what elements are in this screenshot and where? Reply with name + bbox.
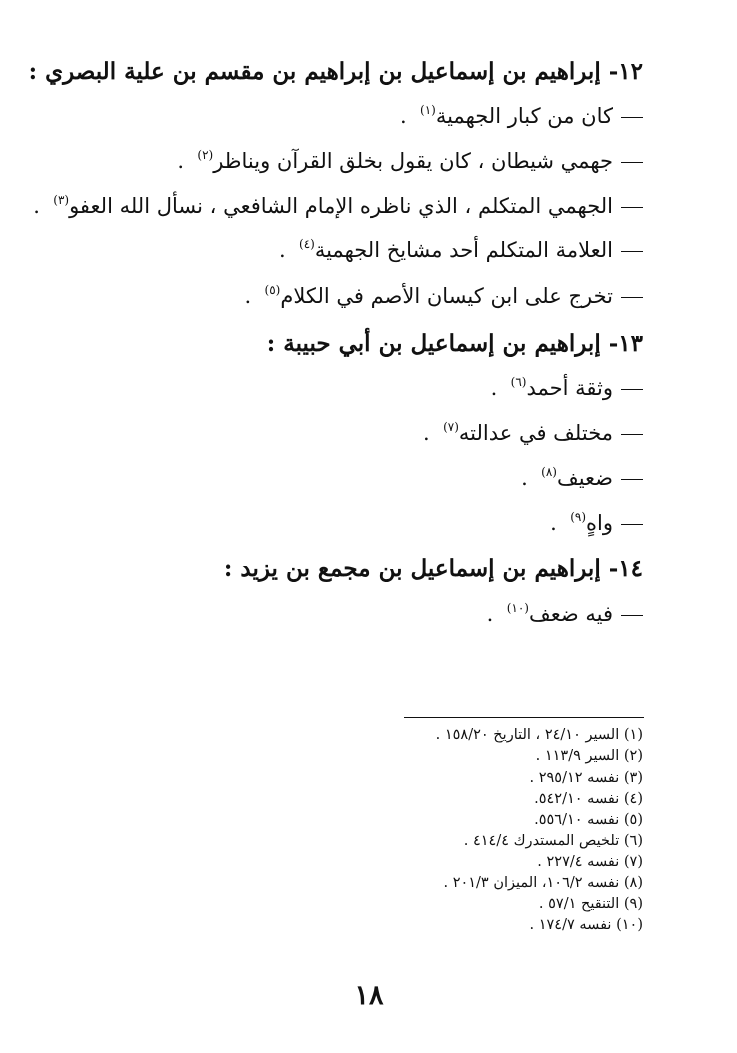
dash-marker bbox=[621, 162, 643, 163]
footnote-ref[interactable]: (٢) bbox=[197, 148, 214, 162]
footnote-4: (٤) نفسه ٥٤٢/١٠. bbox=[534, 791, 643, 807]
entry-heading-14: ١٤- إبراهيم بن إسماعيل بن مجمع بن يزيد : bbox=[223, 555, 643, 582]
item-text: العلامة المتكلم أحد مشايخ الجهمية bbox=[314, 238, 613, 262]
list-item bbox=[491, 376, 643, 399]
footnote-7: (٧) نفسه ٢٢٧/٤ . bbox=[537, 854, 643, 870]
list-item bbox=[400, 104, 643, 127]
dash-marker bbox=[621, 479, 643, 480]
footnote-ref[interactable]: (١٠) bbox=[506, 601, 529, 615]
item-text: فيه ضعف bbox=[528, 602, 613, 626]
dash-marker bbox=[621, 524, 643, 525]
item-text: واهٍ bbox=[586, 511, 613, 535]
footnote-ref[interactable]: (٦) bbox=[510, 375, 527, 389]
item-tail: . bbox=[550, 511, 557, 535]
footnote-ref[interactable]: (٥) bbox=[264, 283, 281, 297]
list-item bbox=[423, 421, 643, 444]
footnote-6: (٦) تلخيص المستدرك ٤١٤/٤ . bbox=[463, 833, 643, 849]
item-tail: . bbox=[278, 238, 286, 262]
item-tail: . bbox=[486, 602, 494, 626]
entry-heading-12: ١٢- إبراهيم بن إسماعيل بن إبراهيم بن مقسم بن علية البصري : bbox=[28, 58, 643, 85]
item-text: تخرج على ابن كيسان الأصم في الكلام bbox=[280, 284, 613, 308]
footnote-separator bbox=[404, 717, 644, 718]
item-tail: . bbox=[521, 466, 528, 490]
footnote-ref[interactable]: (٩) bbox=[570, 510, 587, 524]
footnote-3: (٣) نفسه ٢٩٥/١٢ . bbox=[529, 770, 643, 786]
item-text: مختلف في عدالته bbox=[458, 421, 613, 445]
list-item bbox=[177, 149, 643, 172]
item-tail: . bbox=[399, 104, 407, 128]
dash-marker bbox=[621, 207, 643, 208]
item-text: كان من كبار الجهمية bbox=[435, 104, 613, 128]
item-text: ضعيف bbox=[556, 466, 613, 490]
footnote-ref[interactable]: (٤) bbox=[299, 237, 315, 251]
footnote-8: (٨) نفسه ١٠٦/٢، الميزان ٢٠١/٣ . bbox=[443, 875, 643, 891]
item-text: الجهمي المتكلم ، الذي ناظره الإمام الشافعي ، نسأل الله العفو bbox=[69, 194, 613, 218]
list-item bbox=[487, 602, 643, 625]
list-item bbox=[550, 511, 643, 534]
list-item bbox=[279, 238, 643, 261]
footnote-1: (١) السير ٢٤/١٠ ، التاريخ ١٥٨/٢٠ . bbox=[435, 727, 643, 743]
item-tail: . bbox=[490, 376, 498, 400]
item-tail: . bbox=[33, 194, 40, 218]
list-item bbox=[244, 284, 643, 307]
list-item bbox=[33, 194, 643, 217]
dash-marker bbox=[621, 615, 643, 616]
footnote-2: (٢) السير ١١٣/٩ . bbox=[535, 748, 643, 764]
entry-heading-13: ١٣- إبراهيم بن إسماعيل بن أبي حبيبة : bbox=[266, 330, 643, 357]
dash-marker bbox=[621, 297, 643, 298]
dash-marker bbox=[621, 389, 643, 390]
page-number: ١٨ bbox=[354, 980, 384, 1011]
footnote-5: (٥) نفسه ٥٥٦/١٠. bbox=[534, 812, 643, 828]
footnote-10: (١٠) نفسه ١٧٤/٧ . bbox=[529, 917, 643, 933]
dash-marker bbox=[621, 251, 643, 252]
item-tail: . bbox=[423, 421, 430, 445]
item-text: جهمي شيطان ، كان يقول بخلق القرآن ويناظر bbox=[213, 149, 613, 173]
footnote-ref[interactable]: (٨) bbox=[541, 465, 557, 479]
list-item bbox=[521, 466, 643, 489]
footnote-ref[interactable]: (١) bbox=[420, 103, 436, 117]
dash-marker bbox=[621, 117, 643, 118]
item-text: وثقة أحمد bbox=[526, 376, 613, 400]
footnote-ref[interactable]: (٧) bbox=[443, 420, 459, 434]
dash-marker bbox=[621, 434, 643, 435]
footnote-ref[interactable]: (٣) bbox=[53, 193, 70, 207]
footnote-9: (٩) التنقيح ٥٧/١ . bbox=[538, 896, 643, 912]
item-tail: . bbox=[244, 284, 252, 308]
item-tail: . bbox=[177, 149, 185, 173]
